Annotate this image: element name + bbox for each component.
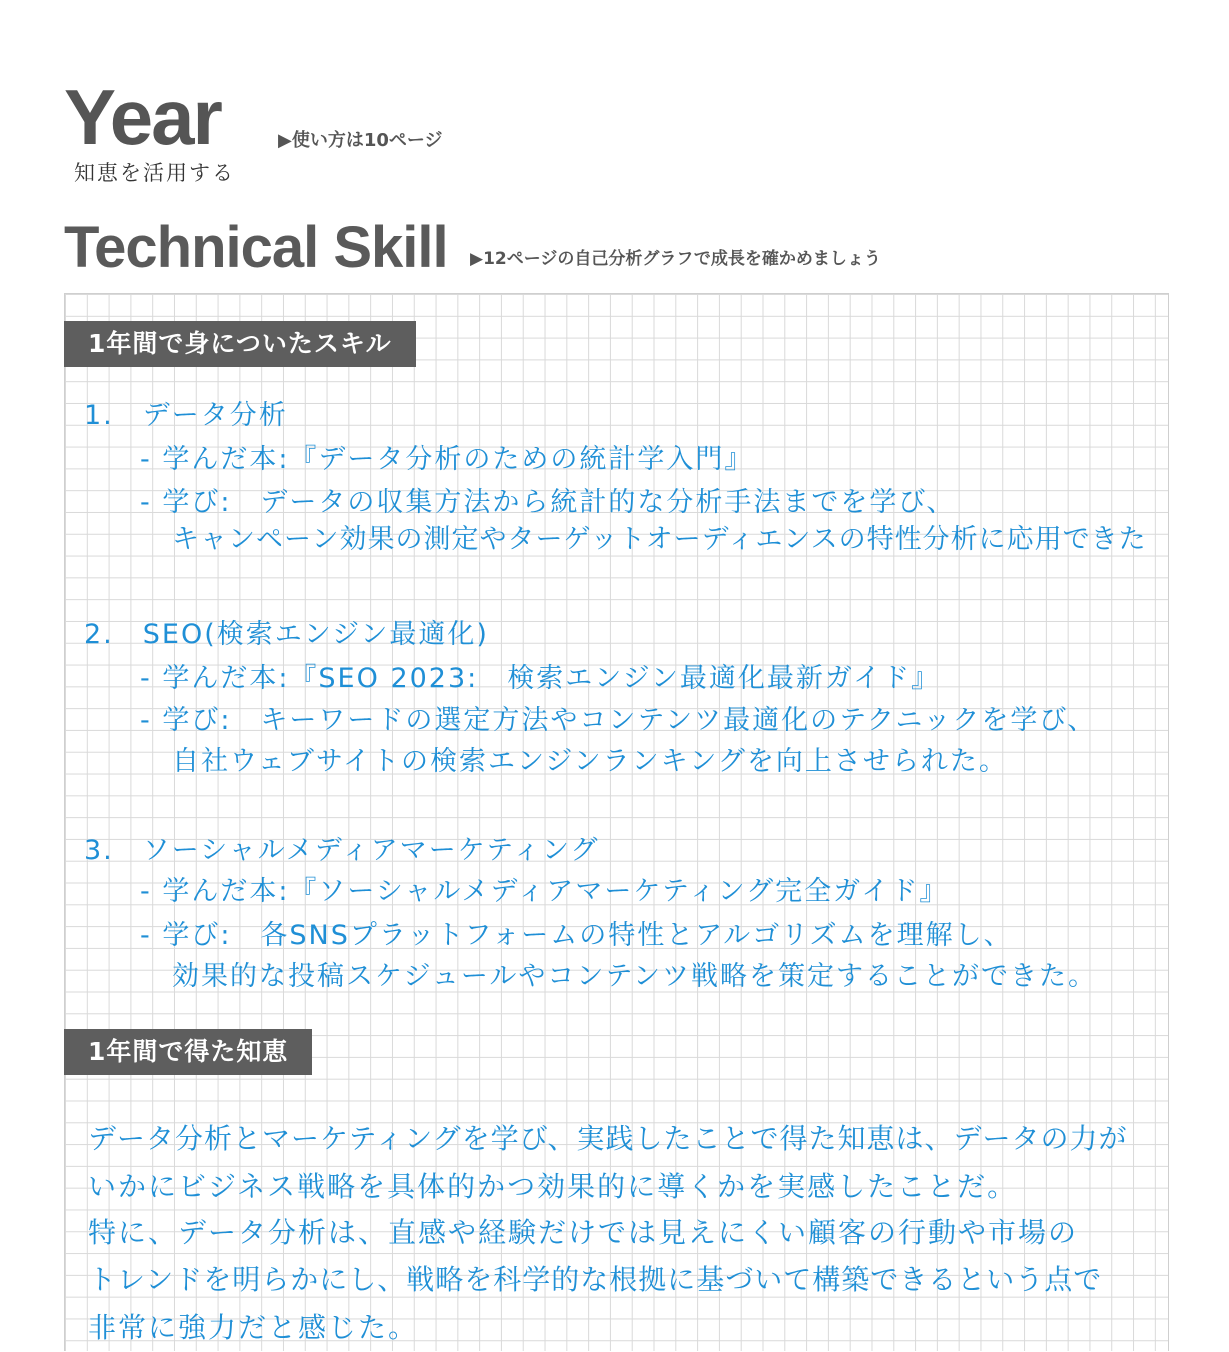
- technical-skill-note: ▶12ページの自己分析グラフで成長を確かめましょう: [470, 249, 881, 269]
- skill-3-book: - 学んだ本:『ソーシャルメディアマーケティング完全ガイド』: [140, 876, 949, 907]
- skill-1-learning: - 学び: データの収集方法から統計的な分析手法までを学び、: [140, 487, 956, 518]
- skill-3-learning-continued: 効果的な投稿スケジュールやコンテンツ戦略を策定することができた。: [172, 961, 1098, 992]
- wisdom-line: いかにビジネス戦略を具体的かつ効果的に導くかを実感したことだ。: [88, 1170, 1018, 1203]
- skill-2-book: - 学んだ本:『SEO 2023: 検索エンジン最適化最新ガイド』: [140, 663, 941, 694]
- year-subtitle: 知恵を活用する: [74, 161, 235, 185]
- wisdom-line: トレンドを明らかにし、戦略を科学的な根拠に基づいて構築できるという点で: [88, 1263, 1103, 1296]
- skill-2-title: 2. SEO(検索エンジン最適化): [84, 619, 489, 650]
- year-title: Year: [64, 73, 221, 161]
- skill-1-book: - 学んだ本:『データ分析のための統計学入門』: [140, 444, 754, 475]
- wisdom-line: 特に、データ分析は、直感や経験だけでは見えにくい顧客の行動や市場の: [88, 1216, 1079, 1249]
- skill-2-learning-continued: 自社ウェブサイトの検索エンジンランキングを向上させられた。: [172, 746, 1008, 777]
- wisdom-section-header: 1年間で得た知恵: [64, 1029, 312, 1075]
- wisdom-line: データ分析とマーケティングを学び、実践したことで得た知恵は、データの力が: [88, 1122, 1128, 1155]
- year-usage-note: ▶使い方は10ページ: [278, 130, 443, 151]
- skills-section-header: 1年間で身についたスキル: [64, 321, 416, 367]
- skill-3-learning: - 学び: 各SNSプラットフォームの特性とアルゴリズムを理解し、: [140, 920, 1013, 951]
- skill-1-learning-continued: キャンペーン効果の測定やターゲットオーディエンスの特性分析に応用できた: [172, 524, 1147, 555]
- technical-skill-title: Technical Skill: [64, 215, 448, 280]
- skill-1-title: 1. データ分析: [84, 400, 288, 431]
- wisdom-line: 非常に強力だと感じた。: [88, 1311, 419, 1344]
- skill-2-learning: - 学び: キーワードの選定方法やコンテンツ最適化のテクニックを学び、: [140, 705, 1097, 736]
- skill-3-title: 3. ソーシャルメディアマーケティング: [84, 835, 600, 866]
